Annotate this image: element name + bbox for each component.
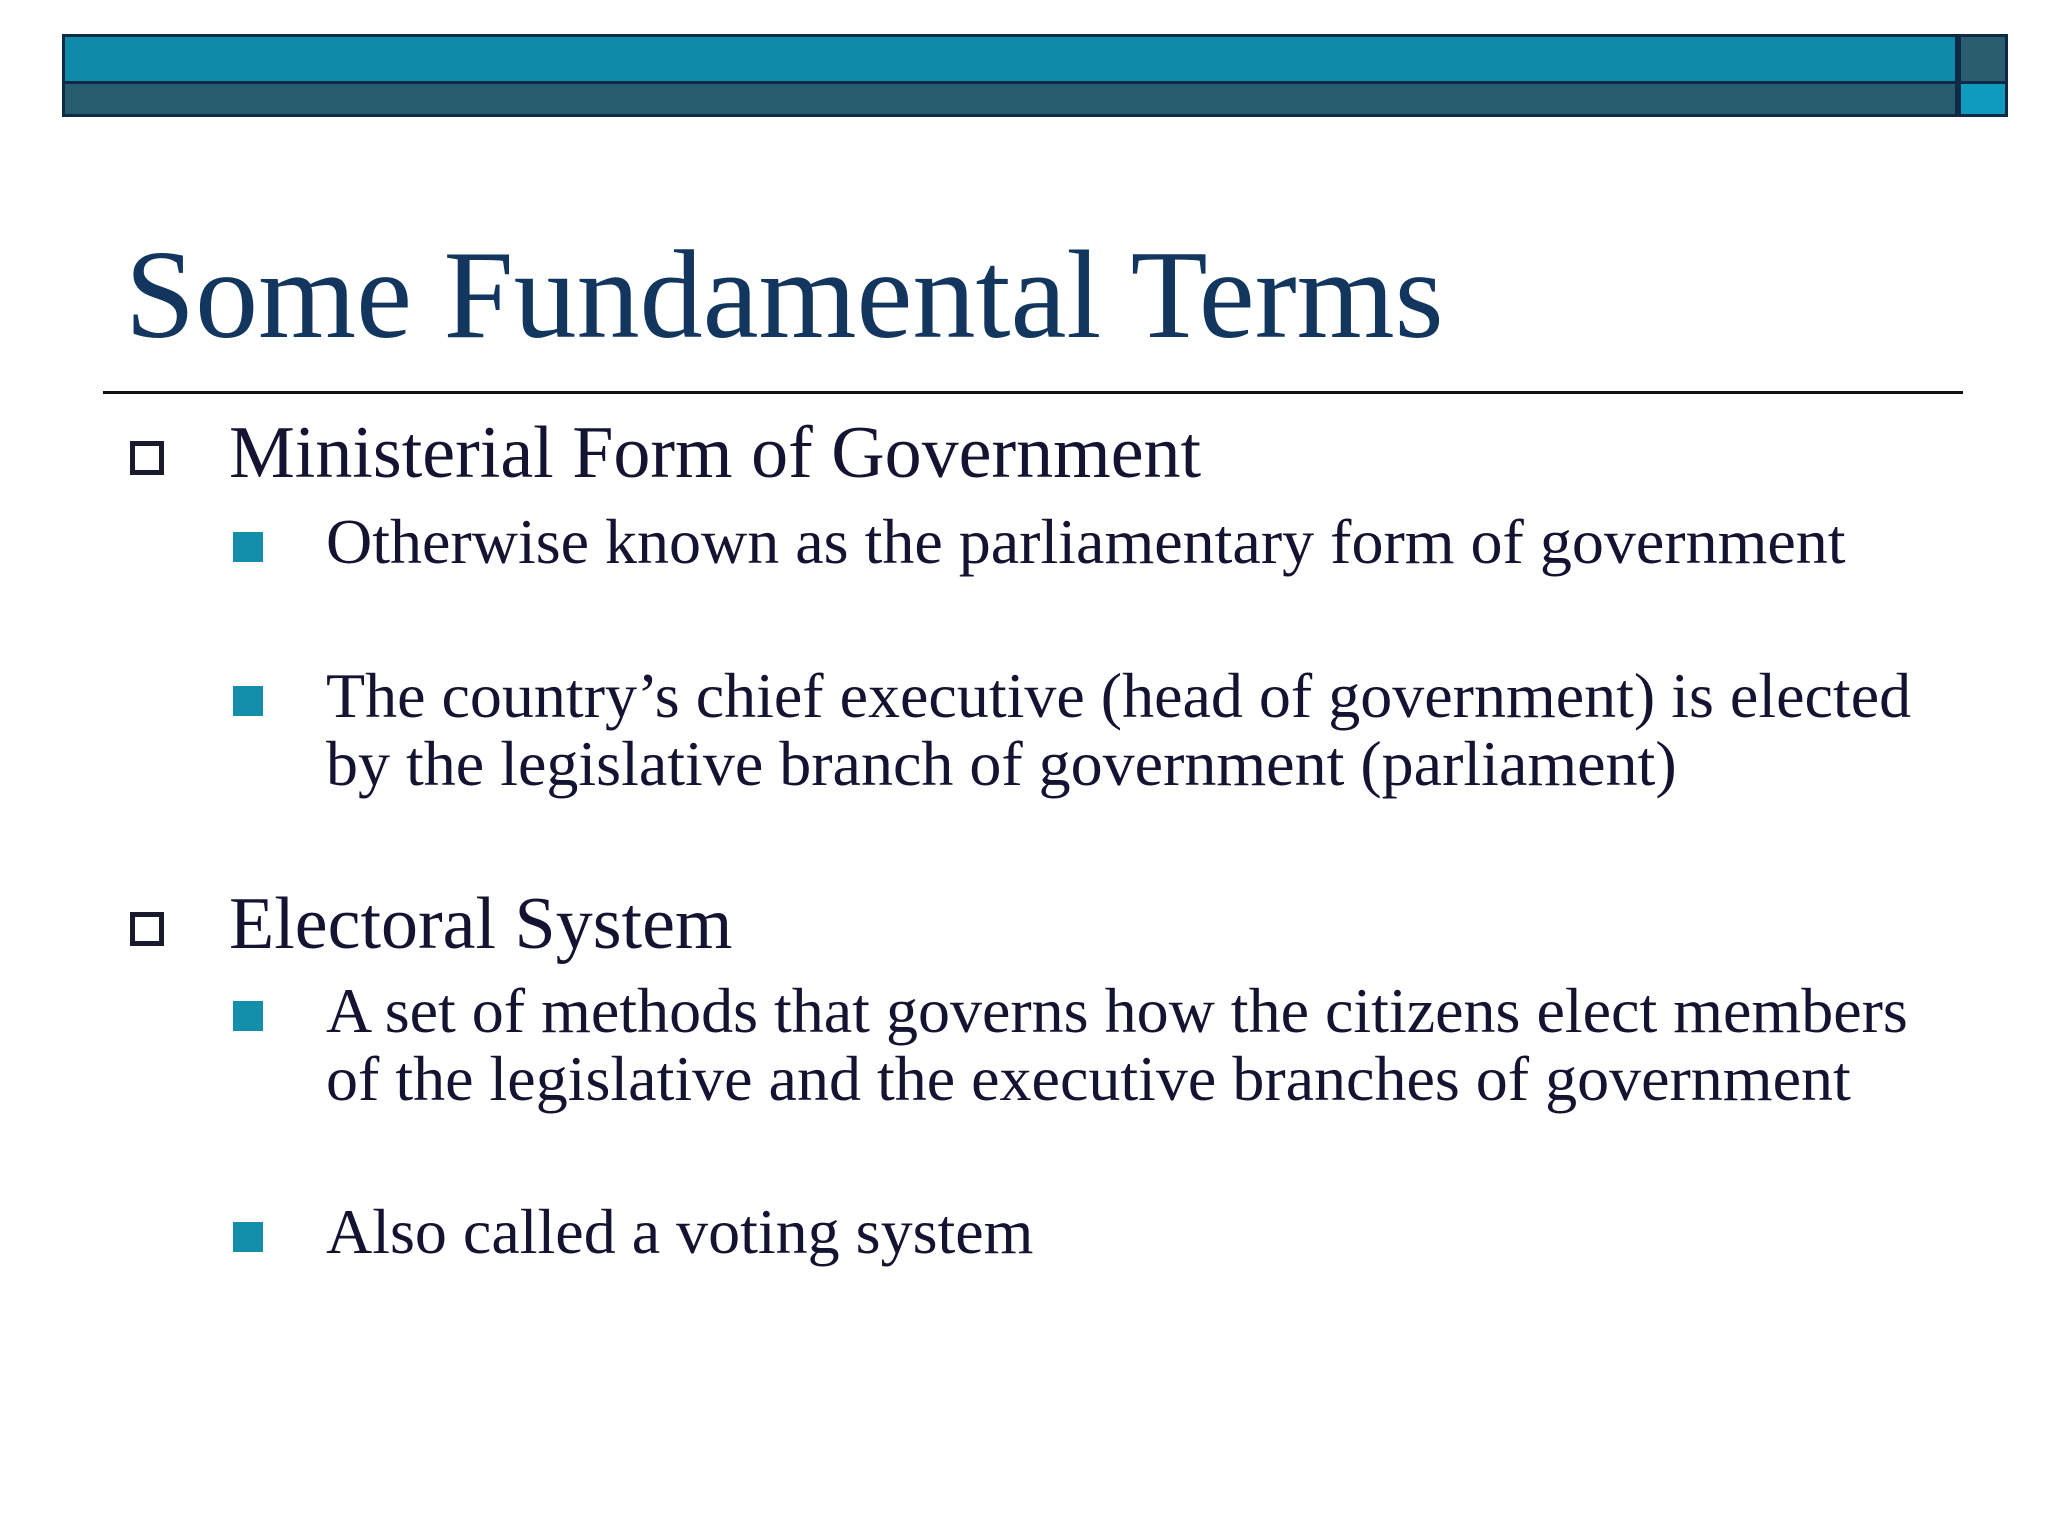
hollow-square-bullet-icon (130, 912, 164, 946)
subitem-set-of-methods: A set of methods that governs how the citizens elect members of the legislative and the executive branches of government (326, 975, 1908, 1114)
slide-title: Some Fundamental Terms (125, 226, 1444, 365)
subitem-chief-executive: The country’s chief executive (head of government) is elected by the legislative branch of government (parliament) (326, 660, 1912, 799)
bullet-item-electoral-system: Electoral System (229, 883, 733, 965)
filled-square-bullet-icon (233, 1001, 263, 1031)
subitem-parliamentary-form: Otherwise known as the parliamentary form of government (326, 506, 1846, 577)
filled-square-bullet-icon (233, 686, 263, 716)
bullet-item-ministerial-form: Ministerial Form of Government (229, 412, 1202, 494)
filled-square-bullet-icon (233, 532, 263, 562)
hollow-square-bullet-icon (130, 441, 164, 475)
subitem-voting-system: Also called a voting system (326, 1196, 1034, 1267)
filled-square-bullet-icon (233, 1222, 263, 1252)
